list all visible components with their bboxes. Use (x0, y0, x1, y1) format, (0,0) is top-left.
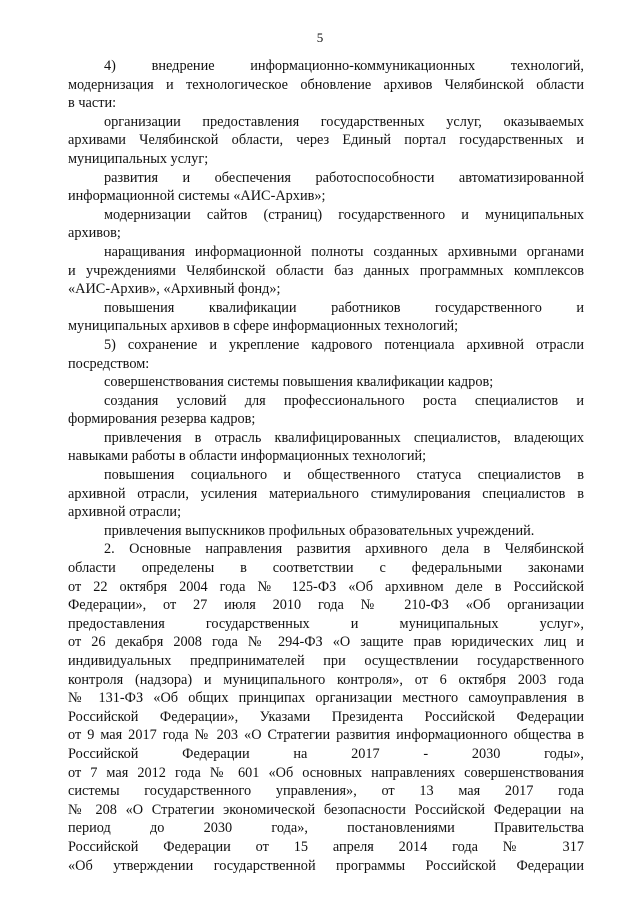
text-line: навыками работы в области информационных технологий; (68, 448, 427, 465)
text-line: системы государственного управления», от 13 мая 2017 года (68, 783, 584, 800)
body-text (68, 57, 584, 875)
text-line: модернизации сайтов (страниц) государственного и муниципальных (104, 206, 584, 223)
text-line: области определены в соответствии с федеральными законами (68, 560, 584, 577)
text-line: посредством: (68, 355, 150, 372)
text-line: привлечения выпускников профильных образовательных учреждений. (104, 522, 535, 539)
text-line: Российской Федерации от 15 апреля 2014 года № 317 (68, 838, 584, 855)
text-line: модернизация и технологическое обновление архивов Челябинской области (68, 76, 584, 93)
text-line: муниципальных архивов в сфере информационных технологий; (68, 318, 459, 335)
text-line: от 22 октября 2004 года № 125-ФЗ «Об архивном деле в Российской (68, 578, 584, 595)
text-line: архивной отрасли, усиления материального стимулирования специалистов в (68, 485, 584, 502)
text-line: индивидуальных предпринимателей при осуществлении государственного (68, 653, 584, 669)
text-line: № 208 «О Стратегии экономической безопасности Российской Федерации на (68, 801, 584, 818)
text-line: от 7 мая 2012 года № 601 «Об основных направлениях совершенствования (68, 764, 584, 781)
text-line: и учреждениями Челябинской области баз данных программных комплексов (68, 262, 584, 279)
text-line: повышения квалификации работников государственного и (104, 299, 584, 316)
text-line: Российской Федерации», Указами Президента Российской Федерации (68, 708, 584, 725)
text-line: 2. Основные направления развития архивного дела в Челябинской (104, 541, 584, 558)
text-line: организации предоставления государственных услуг, оказываемых (104, 113, 584, 130)
text-line: Российской Федерации на 2017 - 2030 годы», (68, 745, 584, 762)
text-line: архивами Челябинской области, через Единый портал государственных и (68, 132, 584, 149)
text-line: 5) сохранение и укрепление кадрового потенциала архивной отрасли (104, 336, 584, 353)
text-line: от 9 мая 2017 года № 203 «О Стратегии развития информационного общества в (68, 727, 584, 744)
text-line: 4) внедрение информационно-коммуникационных технологий, (104, 58, 584, 74)
text-line: контроля (надзора) и муниципального контроля», от 6 октября 2003 года (68, 671, 584, 688)
text-line: «АИС-Архив», «Архивный фонд»; (68, 281, 281, 298)
text-line: муниципальных услуг; (68, 150, 209, 167)
text-line: предоставления государственных и муниципальных услуг», (68, 615, 584, 632)
text-line: период до 2030 года», постановлениями Правительства (68, 820, 584, 837)
text-line: создания условий для профессионального роста специалистов и (104, 392, 584, 409)
text-line: формирования резерва кадров; (68, 411, 256, 428)
text-line: архивов; (68, 225, 121, 242)
page-number: 5 (316, 30, 324, 45)
text-line: Федерации», от 27 июля 2010 года № 210-ФЗ «Об организации (68, 597, 584, 614)
text-line: архивной отрасли; (68, 504, 182, 521)
text-line: № 131-ФЗ «Об общих принципах организации местного самоуправления в (68, 690, 584, 707)
text-line: информационной системы «АИС-Архив»; (68, 188, 326, 205)
text-line: наращивания информационной полноты созданных архивными органами (104, 243, 584, 260)
text-line: развития и обеспечения работоспособности автоматизированной (104, 169, 584, 186)
text-line: совершенствования системы повышения квалификации кадров; (104, 374, 494, 391)
text-line: «Об утверждении государственной программы Российской Федерации (68, 857, 584, 874)
text-line: повышения социального и общественного статуса специалистов в (104, 467, 584, 484)
text-line: от 26 декабря 2008 года № 294-ФЗ «О защите прав юридических лиц и (68, 634, 584, 651)
text-line: привлечения в отрасль квалифицированных специалистов, владеющих (104, 429, 584, 446)
text-line: в части: (68, 95, 117, 112)
